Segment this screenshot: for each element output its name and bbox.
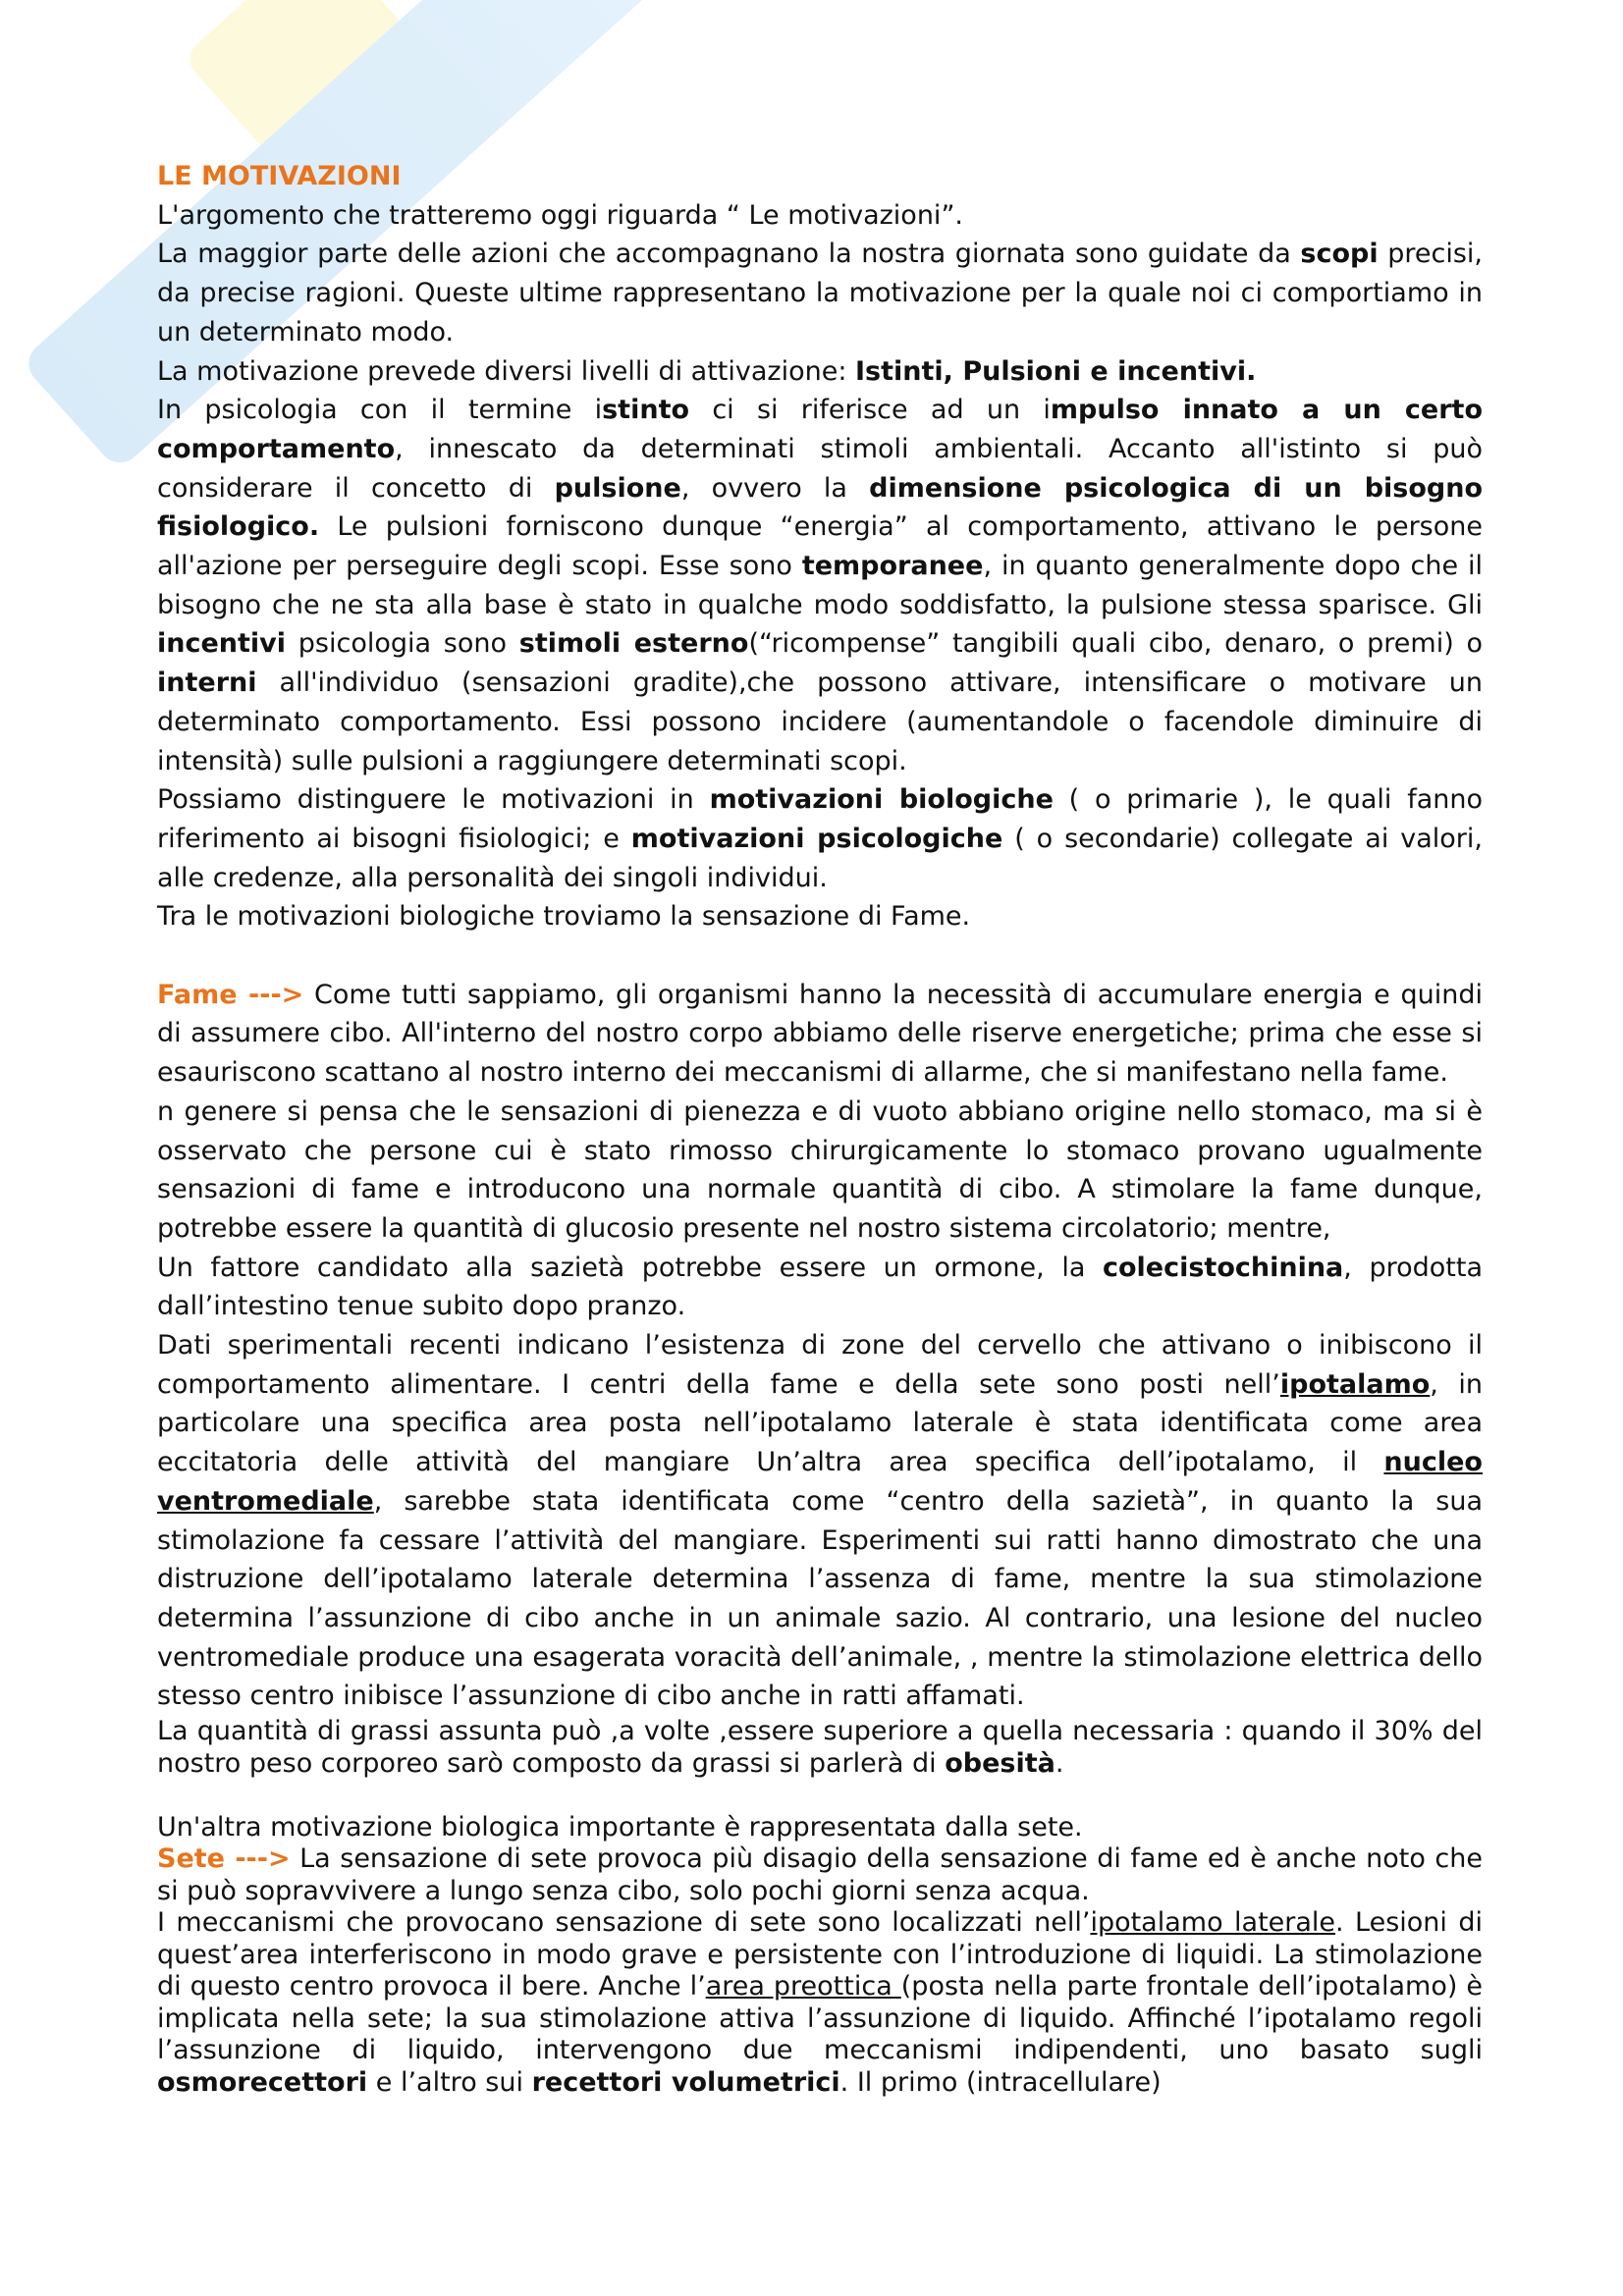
paragraph-fame-2 (157, 1093, 1483, 1249)
text-run: stinto (602, 395, 690, 426)
text-run: Un fattore candidato alla sazietà potrebbe essere un ormone, la (157, 1252, 1103, 1283)
text-run: precisi, da precise ragioni. Queste ultime rappresentano la motivazione per la quale noi ci comportiamo in un determinato modo. (157, 239, 1483, 347)
text-run: motivazioni psicologiche (630, 823, 1003, 854)
text-run: motivazioni biologiche (709, 784, 1054, 816)
paragraph-intro-4 (157, 391, 1483, 780)
text-run: , sarebbe stata identificata come “centro della sazietà”, in quanto la sua stimolazione fa cessare l’attività del mangiare. Esperimenti sui ratti hanno dimostrato che una distruzione dell’ipotalamo laterale determina l’assenza di fame, mentre la sua stimolazione determina l’assunzione di cibo anche in un animale sazio. Al contrario, una lesione del nucleo ventromediale produce una esagerata voracità dell’animale, , mentre la stimolazione elettrica dello stesso centro inibisce l’assunzione di cibo anche in ratti affamati. (157, 1485, 1483, 1712)
paragraph-fame-1 (157, 976, 1483, 1093)
paragraph-intro-2 (157, 235, 1483, 351)
text-run: Istinti, Pulsioni e incentivi. (855, 355, 1257, 387)
paragraph-sete-2 (157, 1907, 1483, 2099)
text-run: temporanee (801, 551, 984, 582)
text-run: (posta nella parte frontale dell’ipotalamo) è implicata nella sete; la sua stimolazione attiva l’assunzione di liquido. Affinché l’ipotalamo regoli l’assunzione di liquido, intervengono due meccanismi indipendenti, uno basato sugli (157, 1971, 1483, 2066)
text-run: n genere si pensa che le sensazioni di pienezza e di vuoto abbiano origine nello stomaco, ma si è osservato che persone cui è stato rimosso chirurgicamente lo stomaco provano ugualmente sensazioni di fame e introducono una normale quantità di cibo. A stimolare la fame dunque, potrebbe essere la quantità di glucosio presente nel nostro sistema circolatorio; mentre, (157, 1095, 1483, 1244)
document-page (157, 157, 1483, 2099)
text-run: Possiamo distinguere le motivazioni in (157, 784, 710, 816)
text-run: LE MOTIVAZIONI (157, 161, 402, 191)
text-run: area preottica (705, 1971, 901, 2002)
text-run: Come tutti sappiamo, gli organismi hanno la necessità di accumulare energia e quindi di assumere cibo. All'interno del nostro corpo abbiamo delle riserve energetiche; prima che esse si esauriscono scattano al nostro interno dei meccanismi di allarme, che si manifestano nella fame. (157, 979, 1483, 1089)
text-run: interni (157, 667, 257, 699)
text-run: incentivi (157, 628, 287, 660)
text-run: osmorecettori (157, 2066, 368, 2098)
text-run: La quantità di grassi assunta può ,a volte ,essere superiore a quella necessaria : quando il 30% del nostro peso corporeo sarò composto da grassi si parlerà di (157, 1716, 1483, 1779)
document-title (157, 157, 1483, 196)
paragraph-intro-1 (157, 196, 1483, 236)
spacer (157, 1780, 1483, 1812)
text-run: , in particolare una specifica area posta nell’ipotalamo laterale è stata identificata come area eccitatoria delle attività del mangiare Un’altra area specifica dell’ipotalamo, il (157, 1368, 1484, 1478)
paragraph-intro-3 (157, 352, 1483, 392)
text-run: , in quanto generalmente dopo che il bisogno che ne sta alla base è stato in qualche modo soddisfatto, la pulsione stessa sparisce. Gli (157, 551, 1484, 620)
text-run: scopi (1300, 239, 1379, 270)
text-run: , ovvero la (680, 472, 870, 504)
text-run: all'individuo (sensazioni gradite),che possono attivare, intensificare o motivare un determinato comportamento. Essi possono incidere (aumentandole o facendole diminuire di intensità) sulle pulsioni a raggiungere determinati scopi. (157, 667, 1483, 776)
paragraph-intro-5 (157, 780, 1483, 897)
text-run: . Lesioni di quest’area interferiscono in modo grave e persistente con l’introduzione di liquidi. La stimolazione di questo centro provoca il bere. Anche l’ (157, 1907, 1483, 2002)
text-run: stimoli esterno (518, 628, 749, 660)
text-run: . (1055, 1747, 1064, 1779)
text-run: Le pulsioni forniscono dunque “energia” al comportamento, attivano le persone all'azione per perseguire degli scopi. Esse sono (157, 511, 1483, 582)
paragraph-grassi (157, 1716, 1483, 1780)
text-run: Tra le motivazioni biologiche troviamo la sensazione di Fame. (157, 901, 971, 933)
text-run: e l’altro sui (367, 2066, 532, 2098)
text-run: La maggior parte delle azioni che accompagnano la nostra giornata sono guidate da (157, 239, 1301, 270)
text-run: ipotalamo laterale (1090, 1907, 1336, 1939)
text-run: ipotalamo (1279, 1368, 1431, 1400)
text-run: ( o primarie ), le quali fanno riferimento ai bisogni fisiologici; e (157, 784, 1483, 854)
paragraph-sete-intro (157, 1812, 1483, 1844)
text-run: I meccanismi che provocano sensazione di sete sono localizzati nell’ (157, 1907, 1091, 1939)
text-run: dimensione psicologica di un bisogno fisiologico. (157, 472, 1484, 543)
text-run: pulsione (554, 472, 681, 504)
text-run: , innescato da determinati stimoli ambientali. Accanto all'istinto si può considerare il concetto di (157, 433, 1483, 504)
paragraph-sete-1 (157, 1843, 1483, 1907)
text-run: nucleo ventromediale (157, 1447, 1483, 1517)
text-run: Dati sperimentali recenti indicano l’esistenza di zone del cervello che attivano o inibiscono il comportamento alimentare. I centri della fame e della sete sono posti nell’ (157, 1330, 1483, 1400)
text-run: (“ricompense” tangibili quali cibo, denaro, o premi) o (748, 628, 1484, 660)
text-run: La sensazione di sete provoca più disagio della sensazione di fame ed è anche noto che si può sopravvivere a lungo senza cibo, solo pochi giorni senza acqua. (157, 1843, 1483, 1906)
watermark-badge (182, 0, 412, 160)
text-run: . Il primo (intracellulare) (839, 2066, 1162, 2098)
paragraph-intro-6 (157, 897, 1483, 936)
text-run: L'argomento che tratteremo oggi riguarda “ Le motivazioni”. (157, 199, 964, 231)
text-run: ci si riferisce ad un i (689, 395, 1051, 426)
sete-label: Sete ---> (157, 1843, 291, 1875)
text-run: obesità (945, 1747, 1055, 1779)
paragraph-fame-3 (157, 1249, 1483, 1326)
paragraph-fame-4 (157, 1326, 1483, 1716)
text-run: Un'altra motivazione biologica importante è rappresentata dalla sete. (157, 1811, 1083, 1842)
text-run: , prodotta dall’intestino tenue subito dopo pranzo. (157, 1252, 1483, 1322)
text-run: ( o secondarie) collegate ai valori, alle credenze, alla personalità dei singoli individui. (157, 823, 1483, 893)
spacer (157, 936, 1483, 976)
tight-section (157, 1716, 1483, 2099)
fame-label: Fame ---> (157, 979, 304, 1010)
text-run: mpulso innato a un certo comportamento (157, 395, 1483, 464)
text-run: In psicologia con il termine i (157, 395, 603, 426)
text-run: La motivazione prevede diversi livelli di attivazione: (157, 355, 856, 387)
text-run: psicologia sono (286, 628, 519, 660)
text-run: colecistochinina (1102, 1252, 1344, 1283)
text-run: recettori volumetrici (531, 2066, 840, 2098)
